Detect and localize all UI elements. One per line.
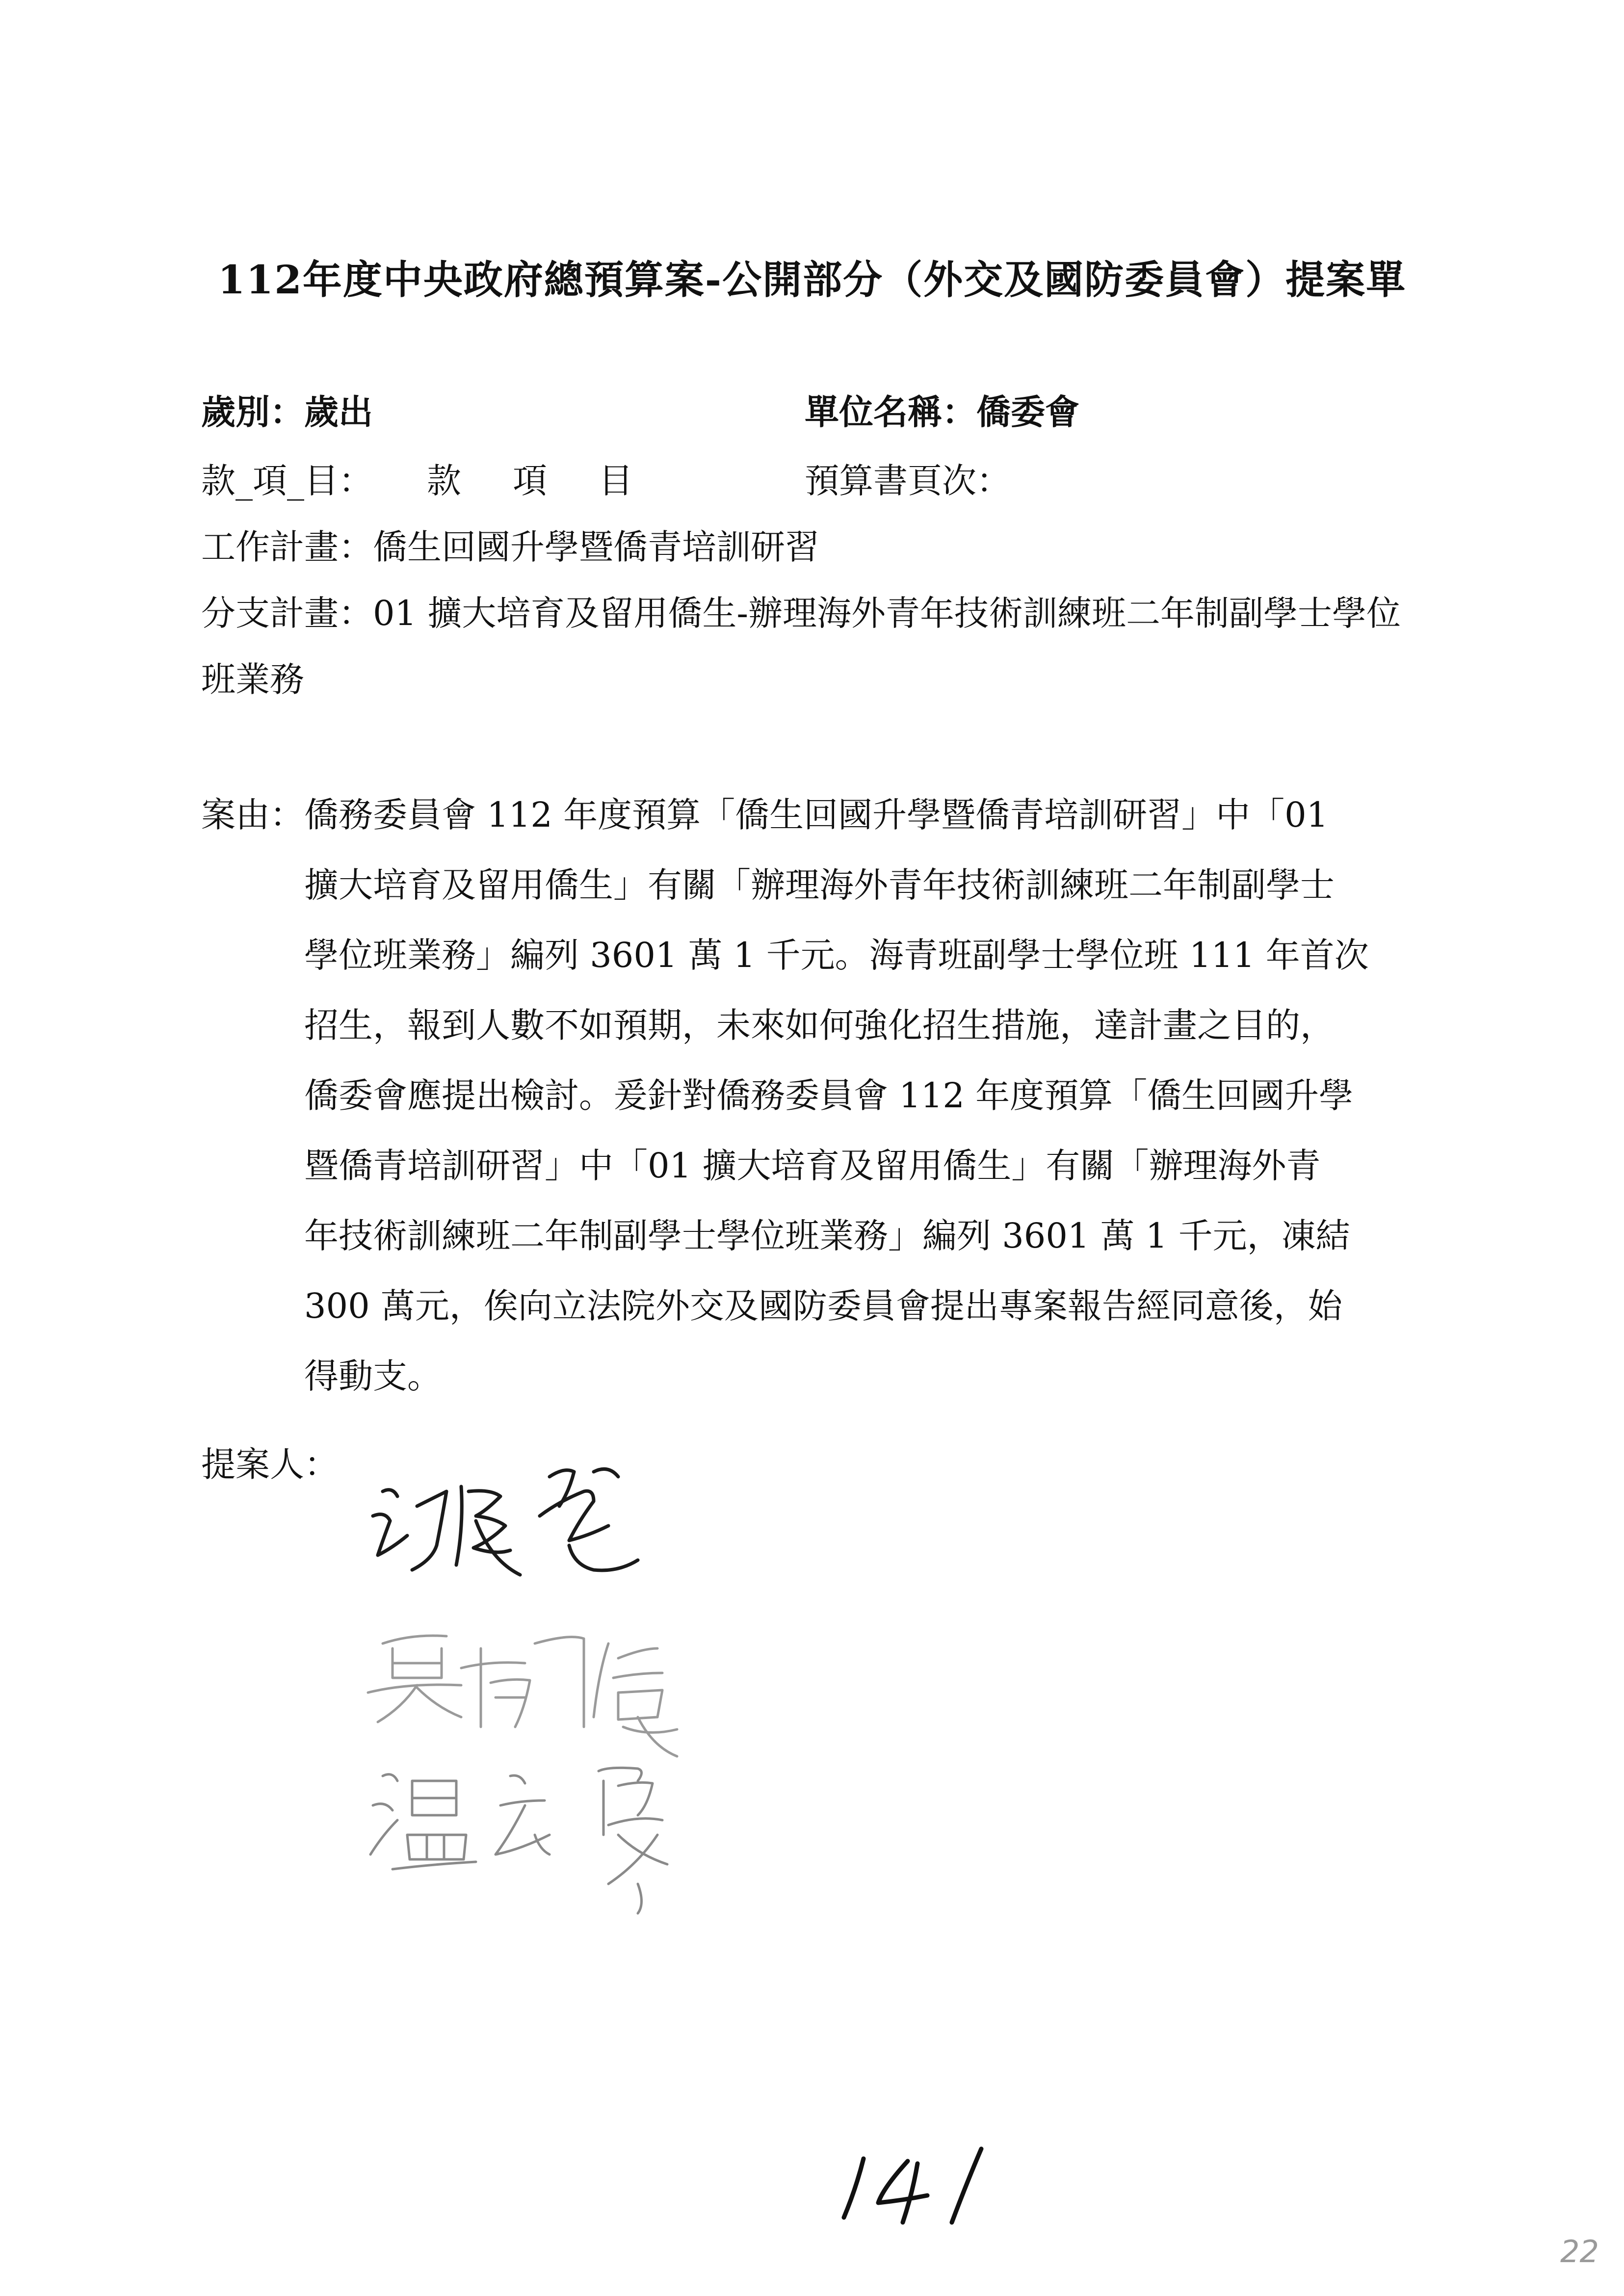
sub-plan-value-line1: 01 擴大培育及留用僑生-辦理海外青年技術訓練班二年制副學士學位 <box>373 593 1401 633</box>
category-value: 歲出 <box>304 391 373 432</box>
sub-plan-row-continued <box>201 652 304 706</box>
page-title: 112年度中央政府總預算案-公開部分（外交及國防委員會）提案單 <box>217 257 1407 303</box>
page-ref-label: 預算書頁次： <box>805 461 1011 501</box>
item-kuan: 款 <box>427 461 461 501</box>
item-mu: 目 <box>599 461 633 501</box>
item-xiang: 項 <box>513 461 547 501</box>
handwritten-signature-2 <box>368 1636 677 1756</box>
corner-page-number: 22 <box>1560 2234 1599 2270</box>
proposer-label: 提案人： <box>201 1444 339 1485</box>
signature-block <box>363 1462 829 1923</box>
case-line-2: 擴大培育及留用僑生」有關「辦理海外青年技術訓練班二年制副學士 <box>304 865 1335 905</box>
work-plan-row <box>201 520 819 574</box>
case-line-9: 得動支。 <box>304 1356 442 1396</box>
handwritten-signature-3 <box>370 1768 667 1913</box>
work-plan-value: 僑生回國升學暨僑青培訓研習 <box>373 527 819 567</box>
case-line-1: 僑務委員會 112 年度預算「僑生回國升學暨僑青培訓研習」中「01 <box>304 795 1329 835</box>
sub-plan-value-line2: 班業務 <box>201 659 304 700</box>
case-line-5: 僑委會應提出檢討。爰針對僑務委員會 112 年度預算「僑生回國升學 <box>304 1075 1354 1116</box>
case-line-8: 300 萬元，俟向立法院外交及國防委員會提出專案報告經同意後，始 <box>304 1286 1342 1326</box>
case-line-3: 學位班業務」編列 3601 萬 1 千元。海青班副學士學位班 111 年首次 <box>304 935 1369 975</box>
case-line-6: 暨僑青培訓研習」中「01 擴大培育及留用僑生」有關「辦理海外青 <box>304 1146 1321 1186</box>
case-line-7: 年技術訓練班二年制副學士學位班業務」編列 3601 萬 1 千元，凍結 <box>304 1216 1350 1256</box>
unit-row <box>805 385 1079 439</box>
category-label: 歲別： <box>201 391 304 432</box>
work-plan-label: 工作計畫： <box>201 527 373 567</box>
unit-label: 單位名稱： <box>805 391 976 432</box>
page-ref-row <box>805 454 1011 508</box>
category-row <box>201 385 373 439</box>
unit-value: 僑委會 <box>976 391 1079 432</box>
case-label: 案由： <box>201 795 304 835</box>
sub-plan-row <box>201 586 1401 640</box>
sub-plan-label: 分支計畫： <box>201 593 373 633</box>
items-label: 款_項_目： <box>201 461 373 501</box>
handwritten-signature-1 <box>373 1469 638 1575</box>
items-row <box>201 454 684 508</box>
handwritten-page-number <box>834 2144 1001 2227</box>
case-line-4: 招生，報到人數不如預期，未來如何強化招生措施，達計畫之目的， <box>304 1005 1335 1045</box>
